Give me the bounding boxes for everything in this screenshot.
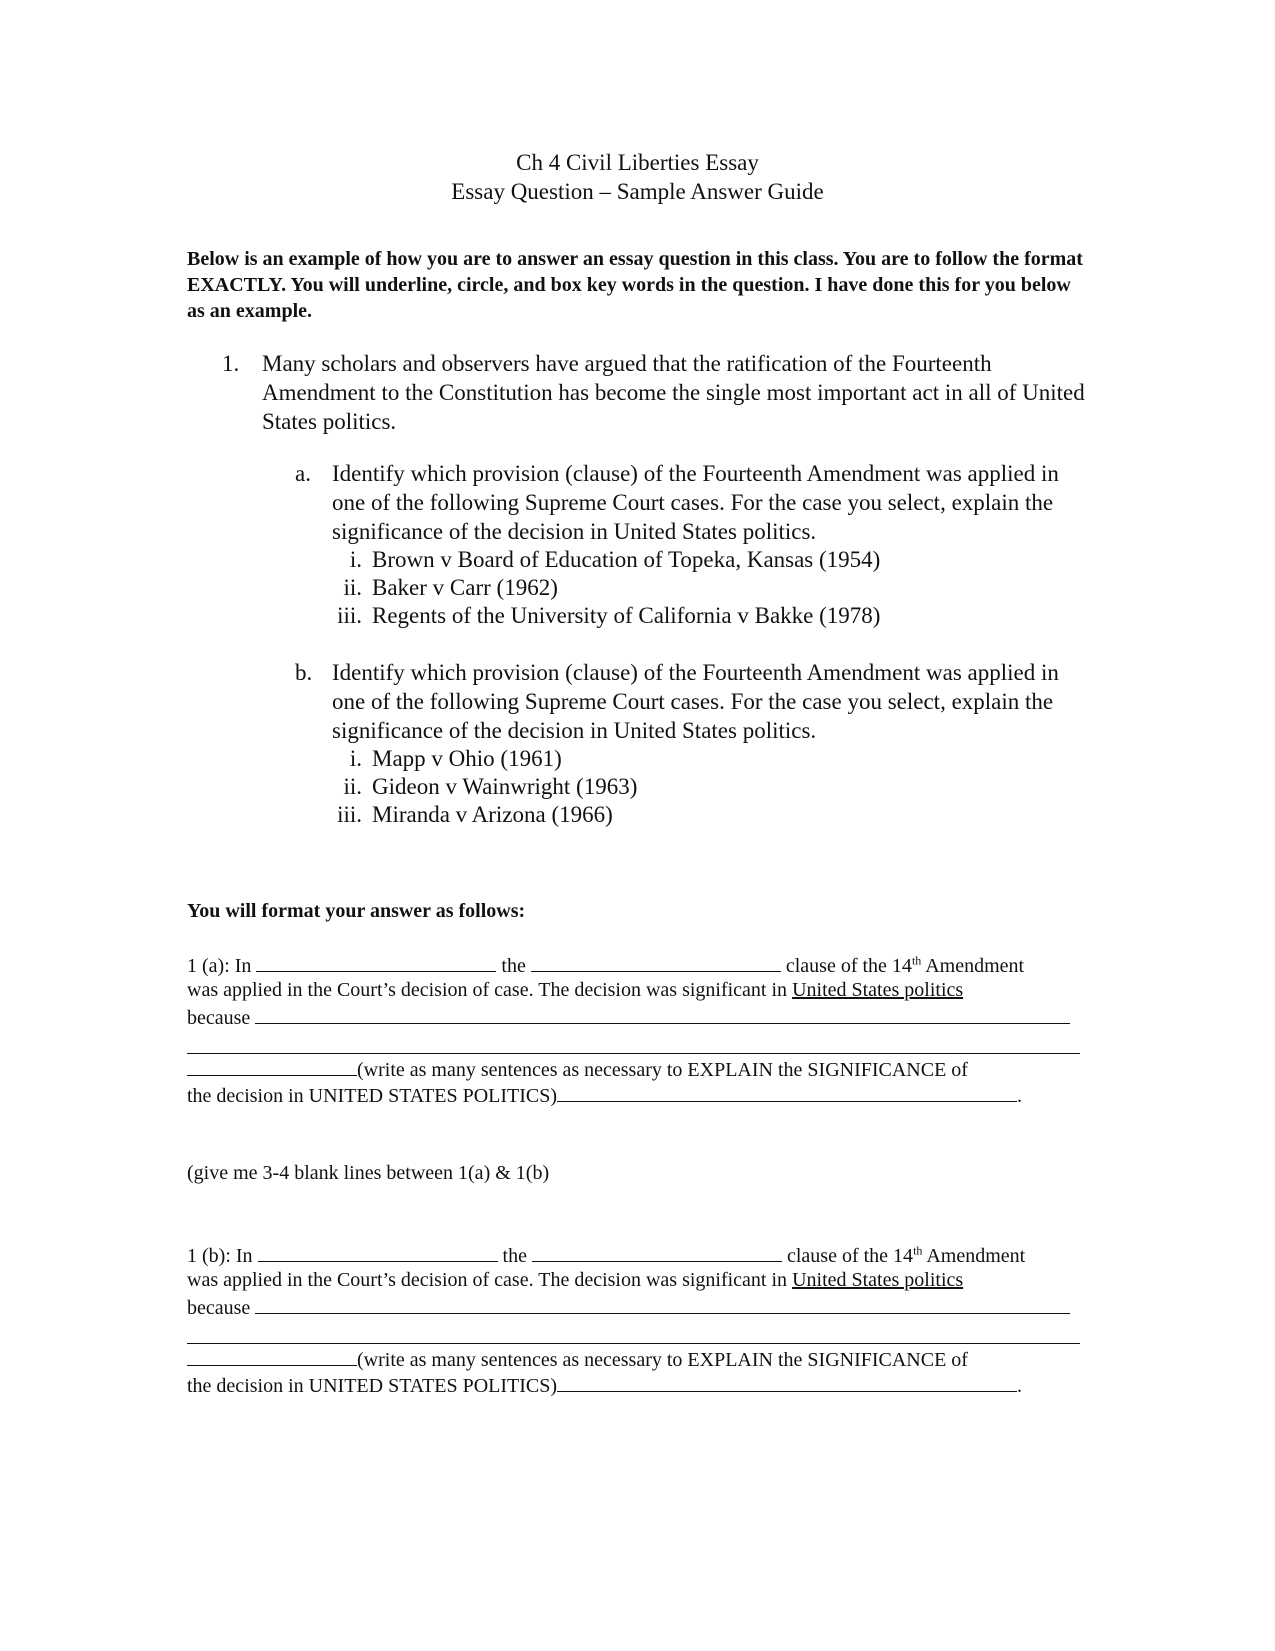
court-blank[interactable] <box>258 1241 498 1262</box>
case-text: Brown v Board of Education of Topeka, Kansas (1954) <box>372 547 881 572</box>
clause-blank[interactable] <box>532 1241 782 1262</box>
court-blank[interactable] <box>256 951 496 972</box>
title-line-2: Essay Question – Sample Answer Guide <box>451 179 824 204</box>
case-item <box>306 601 1006 630</box>
clause-text: clause of the 14 <box>785 955 912 977</box>
because-blank[interactable] <box>255 1293 1070 1314</box>
case-item <box>306 772 1006 801</box>
write-instruction: (write as many sentences as necessary to EXPLAIN the SIGNIFICANCE of <box>357 1349 968 1371</box>
decision-text: the decision in UNITED STATES POLITICS) <box>187 1085 558 1107</box>
underlined-phrase: United States politics <box>792 1269 964 1291</box>
case-numeral: i. <box>349 547 362 572</box>
case-text: Regents of the University of California v Bakke (1978) <box>372 603 881 628</box>
write-instruction: (write as many sentences as necessary to EXPLAIN the SIGNIFICANCE of <box>357 1059 968 1081</box>
ordinal-suffix: th <box>911 953 922 968</box>
underlined-phrase: United States politics <box>792 979 964 1001</box>
case-text: Gideon v Wainwright (1963) <box>372 774 638 799</box>
gap-note: (give me 3-4 blank lines between 1(a) & 1(b) <box>187 1162 550 1184</box>
because-word: because <box>187 1007 251 1029</box>
question-number: 1. <box>222 351 240 376</box>
answer-b-blank-line[interactable] <box>187 1343 1080 1344</box>
case-item <box>306 744 1006 773</box>
decision-blank[interactable] <box>557 1081 1017 1102</box>
decision-blank[interactable] <box>557 1371 1017 1392</box>
case-numeral: ii. <box>343 774 362 799</box>
explain-blank[interactable] <box>187 1055 357 1076</box>
case-item <box>306 545 1006 574</box>
decision-text: the decision in UNITED STATES POLITICS) <box>187 1375 558 1397</box>
amendment-word: Amendment <box>925 955 1025 977</box>
clause-text: clause of the 14 <box>786 1245 914 1267</box>
answer-b-line-6 <box>187 1371 1087 1397</box>
case-numeral: iii. <box>337 802 362 827</box>
because-blank[interactable] <box>255 1003 1070 1024</box>
answer-b-line-1 <box>187 1241 1087 1267</box>
question-part-a <box>295 459 1075 549</box>
answer-a-line-2 <box>187 977 1087 1003</box>
case-numeral: ii. <box>343 575 362 600</box>
question-part-b <box>295 658 1075 748</box>
answer-a-blank-line[interactable] <box>187 1053 1080 1054</box>
answer-a-line-3 <box>187 1003 1087 1029</box>
part-letter: a. <box>295 461 311 486</box>
part-text: Identify which provision (clause) of the Fourteenth Amendment was applied in one of the following Supreme Court cases. For the case you select, explain the significance of the decision in United States politics. <box>332 660 1059 743</box>
answer-b-line-2 <box>187 1267 1087 1293</box>
case-text: Miranda v Arizona (1966) <box>372 802 613 827</box>
answer-a-line-5 <box>187 1055 1087 1081</box>
amendment-word: Amendment <box>926 1245 1026 1267</box>
answer-b-line-5 <box>187 1345 1087 1371</box>
explain-blank[interactable] <box>187 1345 357 1366</box>
part-letter: b. <box>295 660 313 685</box>
answer-b-line-3 <box>187 1293 1087 1319</box>
case-text: Mapp v Ohio (1961) <box>372 746 562 771</box>
title-line-1: Ch 4 Civil Liberties Essay <box>516 150 759 175</box>
case-numeral: iii. <box>337 603 362 628</box>
answer-a-line-1 <box>187 951 1087 977</box>
document-title <box>0 148 1275 206</box>
format-heading: You will format your answer as follows: <box>187 900 526 922</box>
because-word: because <box>187 1297 251 1319</box>
answer-label: 1 (a): In <box>187 955 252 977</box>
period: . <box>1017 1375 1023 1397</box>
case-numeral: i. <box>349 746 362 771</box>
answer-label: 1 (b): In <box>187 1245 253 1267</box>
ordinal-suffix: th <box>913 1243 923 1258</box>
answer-a-line-6 <box>187 1081 1087 1107</box>
the-word: the <box>502 1245 527 1267</box>
period: . <box>1017 1085 1023 1107</box>
part-text: Identify which provision (clause) of the Fourteenth Amendment was applied in one of the following Supreme Court cases. For the case you select, explain the significance of the decision in United States politics. <box>332 461 1059 544</box>
the-word: the <box>501 955 526 977</box>
instructions-paragraph: Below is an example of how you are to answer an essay question in this class. You are to follow the format EXACTLY. You will underline, circle, and box key words in the question. I have done this for you below as an example. <box>187 248 1083 322</box>
case-item <box>306 573 1006 602</box>
case-item <box>306 800 1006 829</box>
question-text: Many scholars and observers have argued that the ratification of the Fourteenth Amendment to the Constitution has become the single most important act in all of United States politics. <box>262 351 1085 434</box>
significance-text: was applied in the Court’s decision of case. The decision was significant in <box>187 979 788 1001</box>
case-text: Baker v Carr (1962) <box>372 575 558 600</box>
significance-text: was applied in the Court’s decision of case. The decision was significant in <box>187 1269 788 1291</box>
clause-blank[interactable] <box>531 951 781 972</box>
